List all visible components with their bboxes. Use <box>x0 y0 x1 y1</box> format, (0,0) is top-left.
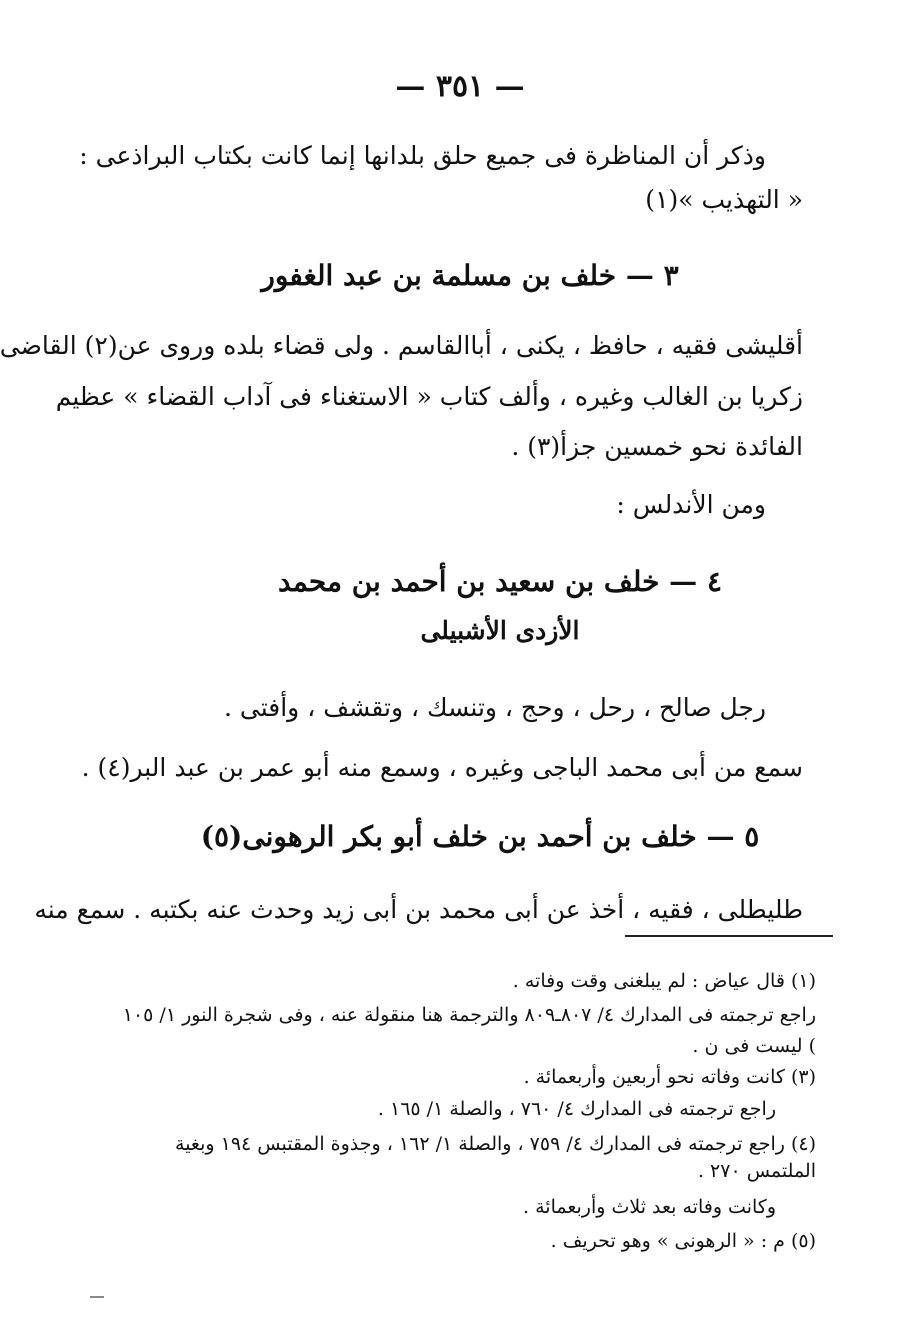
entry-heading: ٣ — خلف بن مسلمة بن عبد الغفور <box>261 259 679 292</box>
text-line: ومن الأندلس : <box>616 490 766 519</box>
text-line: أقليشى فقيه ، حافظ ، يكنى ، أباالقاسم . ولى قضاء بلده وروى عن(٢) القاضى <box>0 331 803 360</box>
footnote-line: (١) قال عياض : لم يبلغنى وقت وفاته . <box>512 970 816 992</box>
scan-speck <box>90 1296 104 1298</box>
text-line: « التهذيب »(١) <box>645 185 803 214</box>
text-line: سمع من أبى محمد الباجى وغيره ، وسمع منه أبو عمر بن عبد البر(٤) . <box>81 753 803 782</box>
page-number: — ٣٥١ — <box>395 69 525 104</box>
text-line: زكريا بن الغالب وغيره ، وألف كتاب « الاستغناء فى آداب القضاء » عظيم <box>55 382 803 411</box>
footnote-separator <box>625 935 833 937</box>
entry-heading: ٥ — خلف بن أحمد بن خلف أبو بكر الرهونى(٥) <box>200 820 760 853</box>
footnote-line: (٥) م : « الرهونى » وهو تحريف . <box>550 1230 816 1252</box>
footnote-line: راجع ترجمته فى المدارك ٤/ ٧٦٠ ، والصلة ١/ ١٦٥ . <box>377 1098 776 1120</box>
text-line: رجل صالح ، رحل ، وحج ، وتنسك ، وتقشف ، وأفتى . <box>224 693 766 722</box>
footnote-line: (٤) راجع ترجمته فى المدارك ٤/ ٧٥٩ ، والصلة ١/ ١٦٢ ، وجذوة المقتبس ١٩٤ وبغية <box>175 1133 816 1155</box>
footnote-line: وكانت وفاته بعد ثلاث وأربعمائة . <box>523 1196 776 1218</box>
entry-subheading: الأزدى الأشبيلى <box>420 616 580 645</box>
text-line: وذكر أن المناظرة فى جميع حلق بلدانها إنما كانت بكتاب البراذعى : <box>79 141 766 170</box>
footnote-line: الملتمس ٢٧٠ . <box>697 1160 816 1182</box>
footnote-line: راجع ترجمته فى المدارك ٤/ ٨٠٧ـ٨٠٩ والترجمة هنا منقولة عنه ، وفى شجرة النور ١/ ١٠٥ <box>122 1004 816 1026</box>
footnote-line: ) ليست فى ن . <box>692 1035 816 1057</box>
text-line: طليطلى ، فقيه ، أخذ عن أبى محمد بن أبى زيد وحدث عنه بكتبه . سمع منه <box>34 895 803 924</box>
text-line: الفائدة نحو خمسين جزأ(٣) . <box>511 432 803 461</box>
entry-heading: ٤ — خلف بن سعيد بن أحمد بن محمد <box>278 565 722 598</box>
footnote-line: (٣) كانت وفاته نحو أربعين وأربعمائة . <box>523 1066 816 1088</box>
